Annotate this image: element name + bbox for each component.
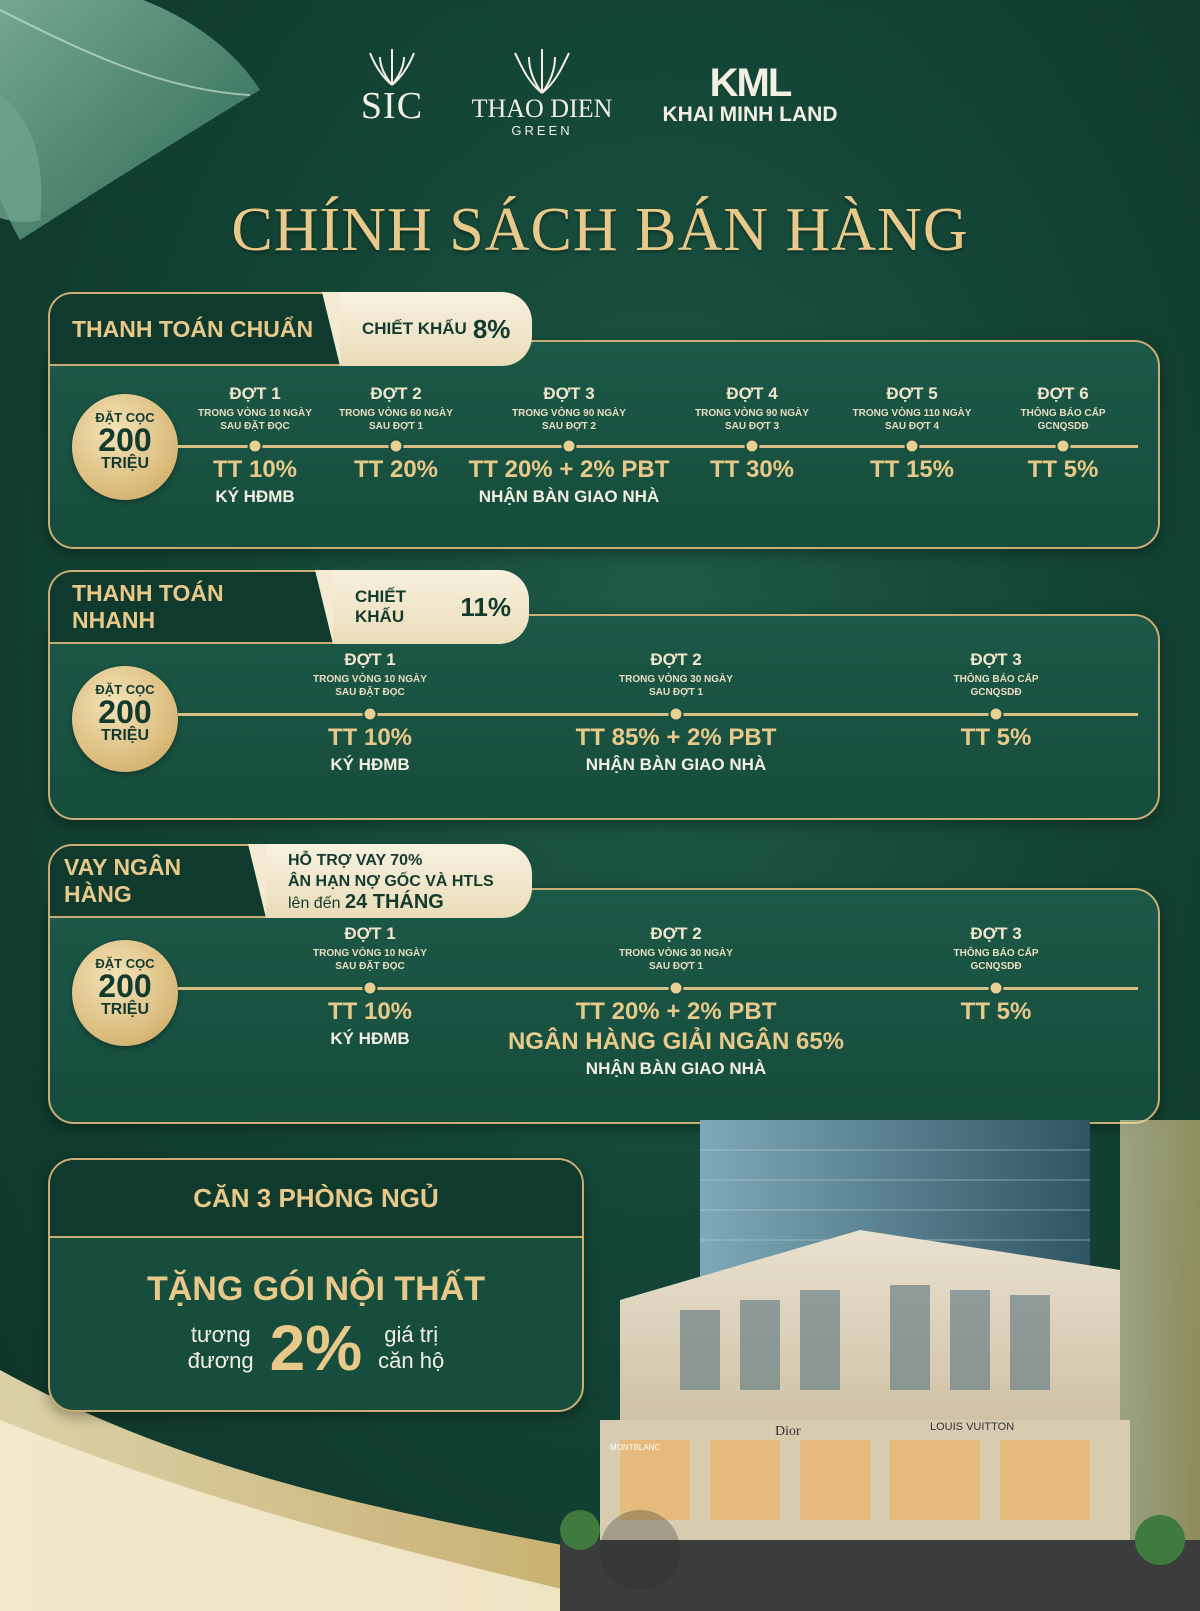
support-line-2: ÂN HẠN NỢ GỐC VÀ HTLS	[288, 873, 494, 890]
green-text: GREEN	[511, 123, 573, 138]
stage-desc: THÔNG BÁO CẤP GCNQSDĐ	[953, 948, 1039, 972]
stage-header	[906, 650, 1086, 699]
promo-right-text: giá trị căn hộ	[378, 1322, 445, 1373]
stage-header	[479, 384, 659, 433]
timeline-dot	[671, 709, 682, 720]
stage-label: ĐỢT 3	[970, 924, 1022, 943]
stage-header	[586, 924, 766, 973]
plan-standard-title: THANH TOÁN CHUẨN	[48, 292, 340, 366]
payment-note: KÝ HĐMB	[330, 1029, 410, 1048]
plan-fast-tab	[48, 570, 529, 644]
deposit-badge: ĐẶT CỌC 200 TRIỆU	[72, 666, 178, 772]
plan-bank-loan-support	[266, 844, 532, 918]
khai-minh-land-text: KHAI MINH LAND	[662, 103, 838, 126]
stage-header	[306, 384, 486, 433]
stage-label: ĐỢT 1	[344, 650, 396, 669]
stage-desc: TRONG VÒNG 90 NGÀY SAU ĐỢT 3	[695, 408, 809, 432]
building-illustration	[560, 1120, 1200, 1611]
payment-amount: TT 85% + 2% PBT	[575, 724, 777, 751]
promo-header: CĂN 3 PHÒNG NGỦ	[50, 1160, 582, 1238]
payment-note: KÝ HĐMB	[330, 755, 410, 774]
stage-desc: TRONG VÒNG 10 NGÀY SAU ĐẶT ĐỌC	[198, 408, 312, 432]
sic-fan-icon	[362, 45, 422, 87]
support-line-3: lên đến 24 THÁNG	[288, 891, 444, 913]
stage-desc: TRONG VÒNG 60 NGÀY SAU ĐỢT 1	[339, 408, 453, 432]
plan-standard-panel	[48, 340, 1160, 549]
logo-bar	[0, 45, 1200, 155]
stage-payment	[796, 997, 1196, 1027]
timeline-dot	[250, 441, 261, 452]
payment-note: KÝ HĐMB	[215, 487, 295, 506]
stage-label: ĐỢT 5	[886, 384, 938, 403]
plan-bank-loan-title: VAY NGÂN HÀNG	[48, 844, 266, 918]
timeline-dot	[365, 709, 376, 720]
payment-amount: TT 5%	[1027, 456, 1099, 483]
timeline-dot	[1058, 441, 1069, 452]
payment-note: NHẬN BÀN GIAO NHÀ	[585, 1059, 767, 1078]
stage-header	[973, 384, 1153, 433]
stage-desc: TRONG VÒNG 30 NGÀY SAU ĐỢT 1	[619, 948, 733, 972]
payment-amount: TT 15%	[869, 456, 955, 483]
stage-payment	[796, 723, 1196, 753]
stage-header	[906, 924, 1086, 973]
montblanc-sign: MONTBLANC	[610, 1443, 661, 1452]
plan-standard-tab	[48, 292, 532, 366]
plan-standard-discount: CHIẾT KHẤU 8%	[340, 292, 532, 366]
promo-3-bedroom	[48, 1158, 584, 1412]
plan-bank-loan-panel	[48, 888, 1160, 1124]
stage-label: ĐỢT 2	[650, 924, 702, 943]
timeline-dot	[365, 983, 376, 994]
plan-fast-title: THANH TOÁN NHANH	[48, 570, 333, 644]
timeline-dot	[991, 983, 1002, 994]
timeline-line	[178, 445, 1138, 448]
timeline-dot	[747, 441, 758, 452]
payment-amount: TT 10%	[212, 456, 298, 483]
promo-value-row	[50, 1313, 582, 1383]
stage-desc: TRONG VÒNG 110 NGÀY SAU ĐỢT 4	[852, 408, 972, 432]
plan-fast-panel	[48, 614, 1160, 820]
stage-label: ĐỢT 3	[970, 650, 1022, 669]
stage-payment	[863, 455, 1200, 485]
support-line-1: HỖ TRỢ VAY 70%	[288, 852, 423, 869]
stage-header	[280, 650, 460, 699]
promo-percent: 2%	[269, 1312, 363, 1384]
stage-header	[662, 384, 842, 433]
bank-disbursement: NGÂN HÀNG GIẢI NGÂN 65%	[507, 1028, 845, 1055]
thao-dien-fan-icon	[507, 45, 577, 95]
payment-amount: TT 10%	[327, 724, 413, 751]
stage-label: ĐỢT 1	[229, 384, 281, 403]
stage-label: ĐỢT 2	[650, 650, 702, 669]
plan-fast-discount: CHIẾT KHẤU 11%	[333, 570, 529, 644]
deposit-badge: ĐẶT CỌC 200 TRIỆU	[72, 940, 178, 1046]
khai-minh-land-logo	[650, 63, 850, 127]
stage-desc: TRONG VÒNG 10 NGÀY SAU ĐẶT ĐỌC	[313, 948, 427, 972]
deposit-badge: ĐẶT CỌC 200 TRIỆU	[72, 394, 178, 500]
payment-note: NHẬN BÀN GIAO NHÀ	[478, 487, 660, 506]
promo-left-text: tương đương	[187, 1322, 254, 1373]
plan-bank-loan-tab	[48, 844, 532, 918]
kml-mark: KML	[709, 61, 791, 105]
stage-desc: THÔNG BÁO CẤP GCNQSDĐ	[1020, 408, 1106, 432]
page-title: CHÍNH SÁCH BÁN HÀNG	[231, 196, 969, 264]
louis-vuitton-sign: LOUIS VUITTON	[930, 1421, 1015, 1433]
dior-sign: Dior	[775, 1424, 801, 1439]
stage-header	[586, 650, 766, 699]
thao-dien-green-logo	[462, 45, 622, 139]
stage-desc: THÔNG BÁO CẤP GCNQSDĐ	[953, 674, 1039, 698]
stage-desc: TRONG VÒNG 90 NGÀY SAU ĐỢT 2	[512, 408, 626, 432]
promo-gift: TẶNG GÓI NỘI THẤT	[146, 1270, 486, 1308]
payment-amount: TT 10%	[327, 998, 413, 1025]
payment-amount: TT 20%	[353, 456, 439, 483]
sic-text: SIC	[360, 85, 424, 127]
stage-label: ĐỢT 6	[1037, 384, 1089, 403]
thao-dien-text: THAO DIEN	[471, 94, 613, 123]
stage-label: ĐỢT 3	[543, 384, 595, 403]
stage-label: ĐỢT 1	[344, 924, 396, 943]
stage-desc: TRONG VÒNG 10 NGÀY SAU ĐẶT ĐỌC	[313, 674, 427, 698]
timeline-dot	[391, 441, 402, 452]
sic-logo	[352, 45, 432, 125]
payment-amount: TT 5%	[960, 998, 1032, 1025]
stage-header	[280, 924, 460, 973]
payment-amount: TT 20% + 2% PBT	[468, 456, 670, 483]
payment-amount: TT 20% + 2% PBT	[575, 998, 777, 1025]
stage-desc: TRONG VÒNG 30 NGÀY SAU ĐỢT 1	[619, 674, 733, 698]
payment-amount: TT 5%	[960, 724, 1032, 751]
timeline-dot	[991, 709, 1002, 720]
timeline-dot	[564, 441, 575, 452]
stage-label: ĐỢT 2	[370, 384, 422, 403]
payment-amount: TT 30%	[709, 456, 795, 483]
timeline-dot	[671, 983, 682, 994]
payment-note: NHẬN BÀN GIAO NHÀ	[585, 755, 767, 774]
stage-label: ĐỢT 4	[726, 384, 778, 403]
timeline-dot	[907, 441, 918, 452]
